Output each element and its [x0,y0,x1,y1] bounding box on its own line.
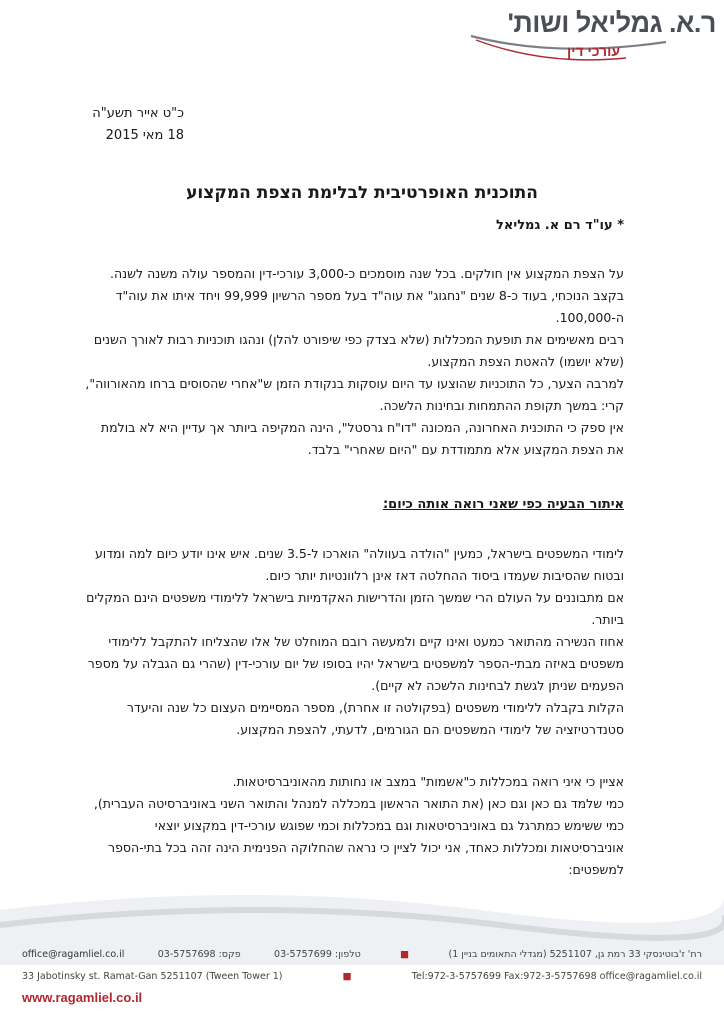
gregorian-date: 18 מאי 2015 [105,128,184,143]
paragraph: רבים מאשימים את תופעת המכללות (שלא בצדק כפי שיפורט להלן) ונהגו תוכניות רבות לאורך השנים (שלא יושמו) להאטת הצפת המקצוע. [93,332,624,369]
letterhead-logo [466,8,716,68]
hebrew-date: כ"ט אייר תשע"ה [92,106,184,121]
footer-website-link[interactable]: www.ragamliel.co.il [22,990,143,1005]
firm-subtitle: עורכי דין [567,43,620,59]
footer-contact-hebrew [22,949,702,960]
paragraph: אין ספק כי התוכנית האחרונה, המכונה "דו"ח גרסטל", הינה המקיפה ביותר אך עדיין היא לא בולמת את הצפת המקצוע אלא מתמודדת עם "היום שאחרי" בלבד. [100,420,624,457]
paragraph: כמי שלמד גם כאן וגם כאן (את התואר הראשון במכללה למנהל והתואר השני באוניברסיטה העברית), כמי ששימש כמתרגל גם באוניברסיטאות וגם במכללות וכמי שפוגש עורכי-דין במקצוע יוצאי אוניברסיטאות ומכללות כאחד, אני יכול לציין כי נראה שהחלוקה הפנימית הינה זהה בכל בתי-הספר למשפטים: [93,796,624,877]
paragraph: אציין כי איני רואה במכללות כ"אשמות" במצב או נחותות מהאוניברסיטאות. [232,774,624,789]
author-line: * עו"ד רם א. גמליאל [496,218,624,233]
bullet-icon: ■ [400,949,410,960]
footer-contact-english [22,971,702,982]
footer-address-en: 33 Jabotinsky st. Ramat-Gan 5251107 (Tween Tower 1) [22,971,283,982]
footer-contact-en: Tel:972-3-5757699 Fax:972-3-5757698 office@ragamliel.co.il [411,971,702,982]
section-heading: איתור הבעיה כפי שאני רואה אותה כיום: [382,497,624,512]
footer-address-he: רח' ז'בוטינסקי 33 רמת גן, 5251107 (מגדלי התאומים בניין 1) [448,949,702,960]
footer-email[interactable]: office@ragamliel.co.il [22,949,125,960]
paragraph: אם מתבוננים על העולם הרי שמשך הזמן והדרישות האקדמיות בישראל ללימודי משפטים הינם המקלים ביותר. [86,590,624,627]
paragraph: על הצפת המקצוע אין חולקים. בכל שנה מוסמכים כ-3,000 עורכי-דין והמספר עולה משנה לשנה. [109,266,624,281]
document-title: התוכנית האופרטיבית לבלימת הצפת המקצוע [186,183,538,203]
footer-fax-he: פקס: 03-5757698 [157,949,241,960]
paragraph: למרבה הצער, כל התוכניות שהוצעו עד היום עוסקות בנקודת הזמן ש"אחרי שהסוסים ברחו מהאורווה", קרי: במשך תקופת ההתמחות ובחינות הלשכה. [85,376,624,413]
bullet-icon: ■ [342,971,352,982]
paragraph: לימודי המשפטים בישראל, כמעין "הולדה בעוולה" הוארכו ל-3.5 שנים. איש אינו יודע כיום למה ומדוע ובטוח שהסיבות שעמדו ביסוד ההחלטה דאז אינן רלוונטיות יותר כיום. [94,546,624,583]
paragraph: בקצב הנוכחי, בעוד כ-8 שנים "נחגוג" את עוה"ד בעל מספר הרשיון 99,999 ויחד איתו את עוה"ד ה-100,000. [115,288,624,325]
footer-phone-he: טלפון: 03-5757699 [274,949,361,960]
paragraph: הקלות בקבלה ללימודי משפטים (בפקולטה זו אחרת), מספר המסיימים העצום כל שנה והיעדר סטנדרטיזציה של לימודי המשפטים הם הגורמים, לדעתי, להצפת המקצוע. [126,700,624,737]
firm-name: ר.א. גמליאל ושות' [507,8,716,38]
paragraph: אחוז הנשירה מהתואר כמעט ואינו קיים ולמעשה רובם המוחלט של אלו שהצליחו להתקבל ללימודי משפטים באיזה מבתי-הספר למשפטים בישראל יהיו בסופו של יום עורכי-דין (שהרי גם הגבלה על מספר הפעמים שניתן לגשת לבחינות הלשכה לא קיים). [87,634,624,693]
